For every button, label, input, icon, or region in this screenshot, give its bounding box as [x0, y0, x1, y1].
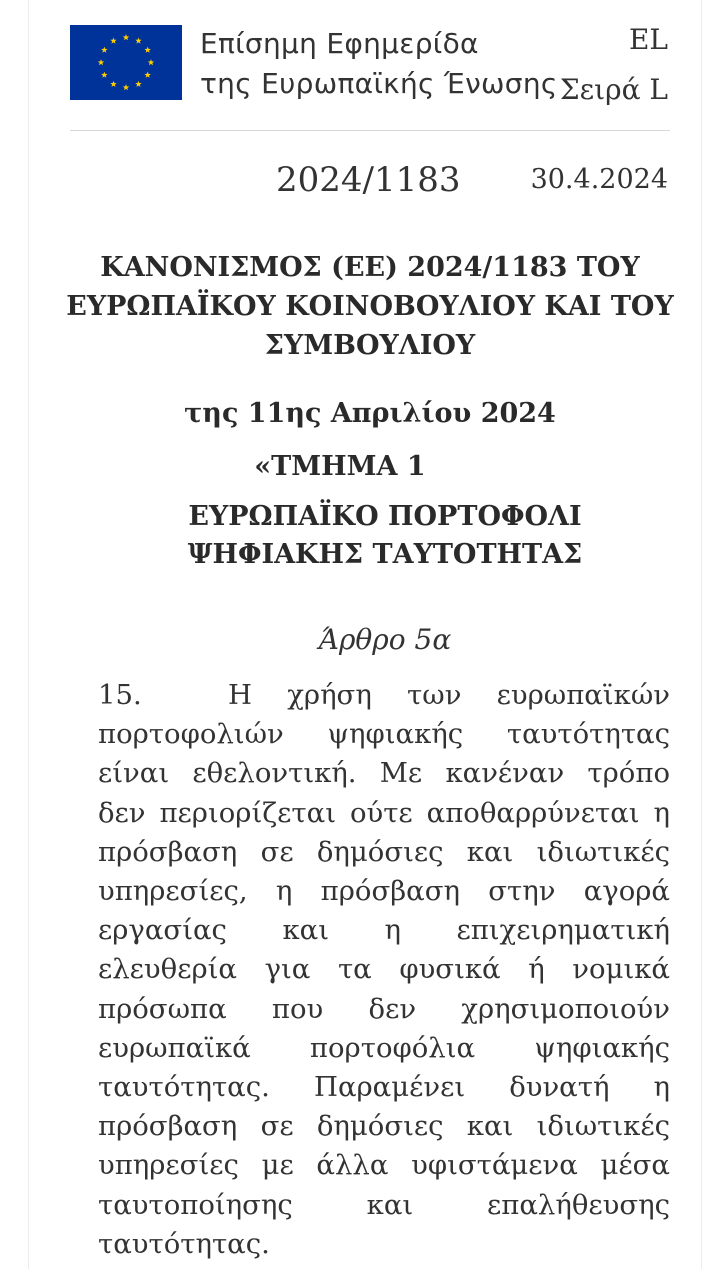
flag-star-icon: [135, 37, 141, 43]
journal-title-line-2: της Ευρωπαϊκής Ένωσης: [200, 67, 558, 100]
paragraph-text: Η χρήση των ευρωπαϊκών πορτοφολιών ψηφιακής ταυτότητας είναι εθελοντική. Με κανέναν τρόπο δεν περιορίζεται ούτε αποθαρρύνεται η πρόσβαση σε δημόσιες και ιδιωτικές υπηρεσίες, η πρόσβαση στην αγορά εργασίας και η επιχειρηματική ελευθερία για τα φυσικά ή νομικά πρόσωπα που δεν χρησιμοποιούν ευρωπαϊκά πορτοφόλια ψηφιακής ταυτότητας. Παραμένει δυνατή η πρόσβαση σε δημόσιες και ιδιωτικές υπηρεσίες με άλλα υφιστάμενα μέσα ταυτοποίησης και επαλήθευσης ταυτότητας.: [98, 679, 670, 1260]
flag-star-icon: [144, 47, 150, 53]
journal-title-line-1: Επίσημη Εφημερίδα: [200, 27, 479, 60]
flag-star-icon: [123, 84, 129, 90]
eu-flag-stars: [70, 25, 182, 100]
regulation-date: της 11ης Απριλίου 2024: [184, 398, 556, 429]
article-heading: Άρθρο 5α: [318, 623, 452, 656]
document-date: 30.4.2024: [530, 164, 668, 195]
journal-header: [70, 24, 670, 114]
flag-star-icon: [135, 81, 141, 87]
regulation-title-line-2: ΕΥΡΩΠΑΪΚΟΥ ΚΟΙΝΟΒΟΥΛΙΟΥ ΚΑΙ ΤΟΥ: [66, 291, 674, 322]
document-number: 2024/1183: [276, 160, 461, 200]
flag-star-icon: [101, 72, 107, 78]
flag-star-icon: [98, 59, 104, 65]
flag-star-icon: [101, 47, 107, 53]
flag-star-icon: [110, 37, 116, 43]
section-title-line-2: ΨΗΦΙΑΚΗΣ ΤΑΥΤΟΤΗΤΑΣ: [187, 539, 583, 570]
regulation-title-line-3: ΣΥΜΒΟΥΛΙΟΥ: [264, 330, 476, 361]
series-label: Σειρά L: [559, 73, 668, 106]
article-paragraph: [98, 676, 670, 1264]
section-title: [60, 498, 710, 574]
language-code: EL: [628, 23, 668, 56]
header-divider: [70, 130, 670, 131]
journal-title: [200, 24, 558, 104]
eu-flag-icon: [70, 25, 182, 100]
regulation-title-line-1: ΚΑΝΟΝΙΣΜΟΣ (ΕΕ) 2024/1183 ΤΟΥ: [100, 252, 640, 283]
flag-star-icon: [148, 59, 154, 65]
flag-star-icon: [123, 34, 129, 40]
page-left-border: [28, 0, 29, 1269]
section-label: «ΤΜΗΜΑ 1: [254, 451, 426, 482]
regulation-title: [60, 248, 680, 365]
paragraph-number: 15.: [98, 679, 142, 711]
flag-star-icon: [110, 81, 116, 87]
flag-star-icon: [144, 72, 150, 78]
section-title-line-1: ΕΥΡΩΠΑΪΚΟ ΠΟΡΤΟΦΟΛΙ: [188, 501, 582, 532]
